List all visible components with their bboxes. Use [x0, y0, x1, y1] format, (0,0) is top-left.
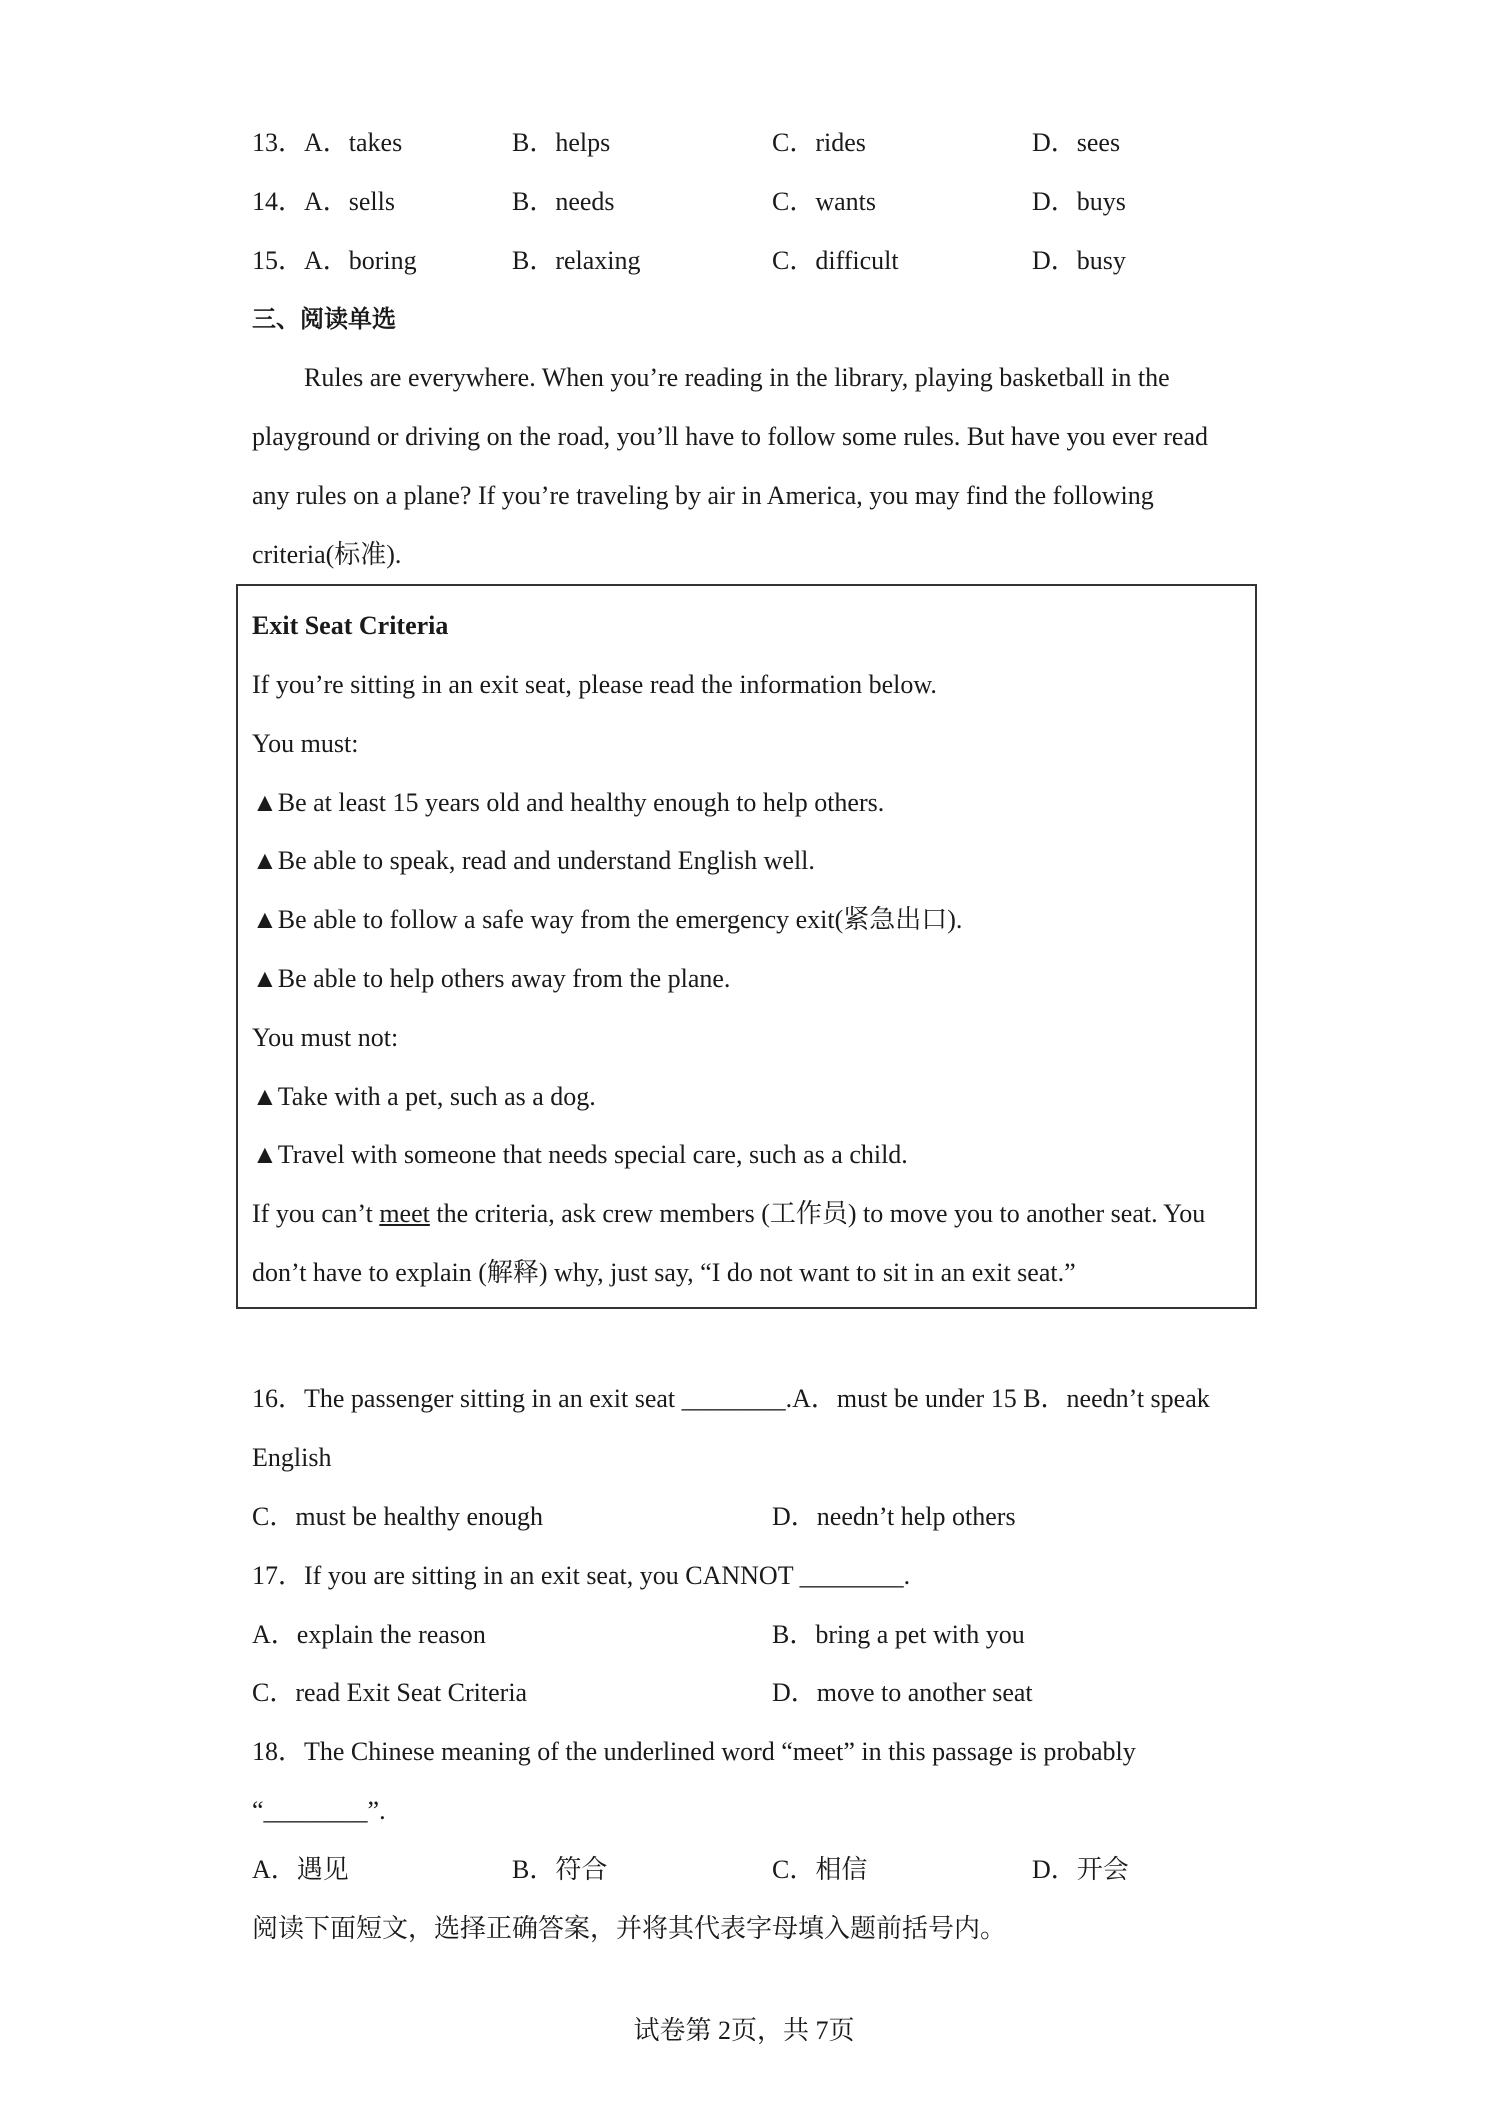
option-a: A．boring	[304, 246, 417, 275]
q18-options	[252, 1855, 1302, 1885]
question-18-stem: 18．The Chinese meaning of the underlined word “meet” in this passage is probably	[252, 1737, 1136, 1766]
option-c: C．相信	[772, 1855, 868, 1884]
option-c: C．wants	[772, 187, 877, 216]
passage-line-1: Rules are everywhere. When you’re reading in the library, playing basketball in the	[304, 363, 1170, 392]
criteria-title: Exit Seat Criteria	[252, 611, 449, 640]
q16-option-d: D．needn’t help others	[772, 1502, 1016, 1531]
option-d: D．sees	[1032, 128, 1121, 157]
q17-option-c: C．read Exit Seat Criteria	[252, 1678, 528, 1707]
question-18-blank: “________”.	[252, 1796, 386, 1825]
must-item: ▲Be able to speak, read and understand English well.	[252, 846, 815, 875]
must-not-item: ▲Travel with someone that needs special care, such as a child.	[252, 1140, 908, 1169]
option-c: C．difficult	[772, 246, 899, 275]
option-b: B．relaxing	[512, 246, 641, 275]
q17-option-d: D．move to another seat	[772, 1678, 1033, 1707]
closing-pre: If you can’t	[252, 1199, 380, 1228]
section-heading: 三、阅读单选	[252, 305, 396, 333]
passage-line-3: any rules on a plane? If you’re traveling by air in America, you may find the following	[252, 481, 1154, 510]
closing-post: the criteria, ask crew members (工作员) to move you to another seat. You	[429, 1199, 1206, 1228]
q16-option-c: C．must be healthy enough	[252, 1502, 544, 1531]
must-item: ▲Be able to follow a safe way from the emergency exit(紧急出口).	[252, 905, 963, 934]
option-row-15	[252, 246, 1302, 276]
option-b: B．helps	[512, 128, 611, 157]
question-number: 13．	[252, 128, 305, 157]
question-17-stem: 17．If you are sitting in an exit seat, you CANNOT ________.	[252, 1561, 911, 1590]
option-a: A．sells	[304, 187, 396, 216]
option-row-13	[252, 128, 1302, 158]
option-a: A．遇见	[252, 1855, 349, 1884]
passage-line-4: criteria(标准).	[252, 540, 402, 569]
must-item: ▲Be at least 15 years old and healthy enough to help others.	[252, 788, 885, 817]
option-b: B．needs	[512, 187, 615, 216]
q17-option-b: B．bring a pet with you	[772, 1620, 1025, 1649]
option-d: D．开会	[1032, 1855, 1129, 1884]
option-row-14	[252, 187, 1302, 217]
must-item: ▲Be able to help others away from the plane.	[252, 964, 731, 993]
option-d: D．buys	[1032, 187, 1126, 216]
page-footer: 试卷第 2页，共 7页	[633, 2016, 855, 2045]
question-number: 15．	[252, 246, 305, 275]
must-not-label: You must not:	[252, 1023, 399, 1052]
reading-instruction: 阅读下面短文，选择正确答案，并将其代表字母填入题前括号内。	[252, 1914, 1007, 1943]
must-label: You must:	[252, 729, 359, 758]
must-not-item: ▲Take with a pet, such as a dog.	[252, 1082, 596, 1111]
option-b: B．符合	[512, 1855, 608, 1884]
passage-line-2: playground or driving on the road, you’ll have to follow some rules. But have you ever read	[252, 422, 1208, 451]
question-16-stem: 16．The passenger sitting in an exit seat ________.A．must be under 15 B．needn’t speak	[252, 1384, 1210, 1413]
closing-line-1	[252, 1199, 1205, 1229]
option-a: A．takes	[304, 128, 403, 157]
question-16-stem-cont: English	[252, 1443, 332, 1472]
option-c: C．rides	[772, 128, 866, 157]
closing-line-2: don’t have to explain (解释) why, just say, “I do not want to sit in an exit seat.”	[252, 1258, 1076, 1287]
question-number: 14．	[252, 187, 305, 216]
criteria-intro: If you’re sitting in an exit seat, please read the information below.	[252, 670, 937, 699]
option-d: D．busy	[1032, 246, 1126, 275]
q17-option-a: A．explain the reason	[252, 1620, 486, 1649]
underlined-word-meet: meet	[379, 1199, 430, 1228]
